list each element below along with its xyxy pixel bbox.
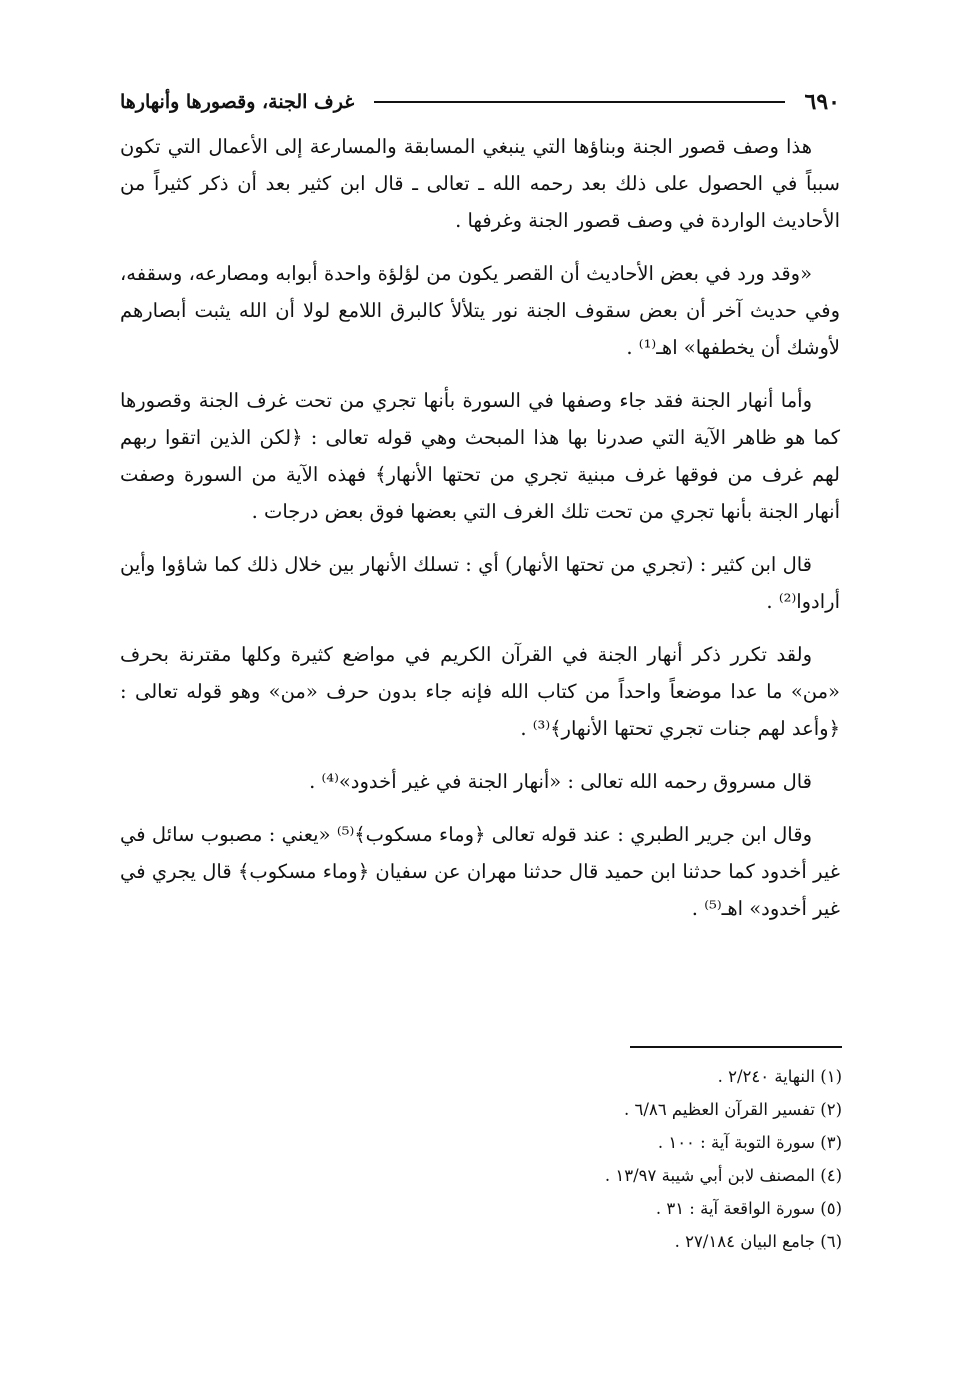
footnotes xyxy=(120,1060,842,1258)
paragraph: وقال ابن جرير الطبري : عند قوله تعالى ﴿وماء مسكوب﴾⁽⁵⁾ «يعني : مصبوب سائل في غير أخدود كما حدثنا ابن حميد قال حدثنا مهران عن سفيان ﴿وماء مسكوب﴾ قال يجري في غير أخدود» اهـ⁽⁵⁾ . xyxy=(120,823,840,920)
footnote-item: (٦) جامع البيان ٢٧/١٨٤ . xyxy=(674,1232,842,1251)
paragraph: ولقد تكرر ذكر أنهار الجنة في القرآن الكريم في مواضع كثيرة وكلها مقترنة بحرف «من» ما عدا موضعاً واحداً من كتاب الله فإنه جاء بدون حرف «من» وهو قوله تعالى : ﴿وأعد لهم جنات تجري تحتها الأنهار﴾⁽³⁾ . xyxy=(120,643,840,740)
running-title: غرف الجنة، وقصورها وأنهارها xyxy=(120,91,355,113)
header-rule xyxy=(374,101,784,103)
footnote-item: (٣) سورة التوبة آية : ١٠٠ . xyxy=(657,1133,842,1152)
body-text xyxy=(120,128,840,943)
paragraph: وأما أنهار الجنة فقد جاء وصفها في السورة بأنها تجري من تحت غرف الجنة وقصورها كما هو ظاهر الآية التي صدرنا بها هذا المبحث وهي قوله تعالى : ﴿لكن الذين اتقوا ربهم لهم غرف من فوقها غرف مبنية تجري من تحتها الأنهار﴾ فهذه الآية من السورة وصفت أنهار الجنة بأنها تجري من تحت تلك الغرف التي بعضها فوق بعض درجات . xyxy=(120,389,840,523)
footnote-rule xyxy=(630,1046,842,1048)
footnote-item: (٤) المصنف لابن أبي شيبة ١٣/٩٧ . xyxy=(604,1166,842,1185)
page-number: ٦٩٠ xyxy=(804,89,840,115)
footnote-item: (٥) سورة الواقعة آية : ٣١ . xyxy=(655,1199,842,1218)
paragraph: قال ابن كثير : (تجري من تحتها الأنهار) أي : تسلك الأنهار بين خلال ذلك كما شاؤوا وأين أرادوا⁽²⁾ . xyxy=(120,553,840,613)
footnote-item: (١) النهاية ٢/٢٤٠ . xyxy=(717,1067,842,1086)
paragraph: قال مسروق رحمه الله تعالى : «أنهار الجنة في غير أخدود»⁽⁴⁾ . xyxy=(309,770,812,793)
footnote-item: (٢) تفسير القرآن العظيم ٦/٨٦ . xyxy=(624,1100,842,1119)
paragraph: «وقد ورد في بعض الأحاديث أن القصر يكون من لؤلؤة واحدة أبوابه ومصارعه، وسقفه، وفي حديث آخر أن بعض سقوف الجنة نور يتلألأ كالبرق اللامع لولا أن الله يثبت أبصارهم لأوشك أن يخطفها» اهـ⁽¹⁾ . xyxy=(120,262,840,359)
page-header xyxy=(120,84,840,120)
paragraph: هذا وصف قصور الجنة وبناؤها التي ينبغي المسابقة والمسارعة إلى الأعمال التي تكون سبباً في الحصول على ذلك بعد رحمه الله ـ تعالى ـ قال ابن كثير بعد أن ذكر كثيراً من الأحاديث الواردة في وصف قصور الجنة وغرفها . xyxy=(120,135,840,232)
